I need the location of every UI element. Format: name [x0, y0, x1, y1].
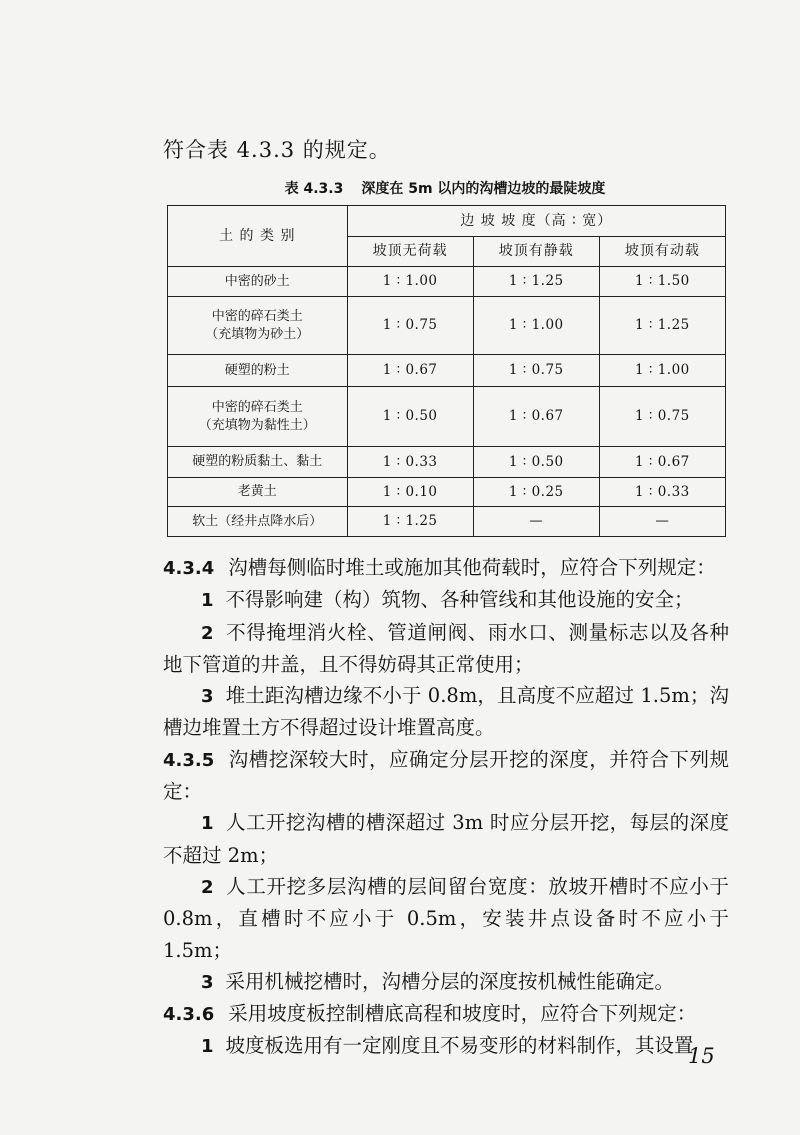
clause-text: 采用坡度板控制槽底高程和坡度时，应符合下列规定：	[228, 1002, 697, 1026]
list-item: 1 坡度板选用有一定刚度且不易变形的材料制作，其设置	[201, 1034, 694, 1058]
intro-text: 符合表 4.3.3 的规定。	[163, 138, 391, 162]
soil-cell: 硬塑的粉质黏土、黏土	[168, 447, 348, 478]
ratio-cell: 1 ∶ 0.50	[347, 387, 473, 447]
page-number: 15	[688, 1044, 715, 1068]
clause-number: 4.3.5	[163, 749, 215, 771]
table-row	[168, 267, 726, 297]
ratio-cell: 1 ∶ 1.25	[473, 267, 599, 297]
clause-number: 4.3.6	[163, 1004, 215, 1026]
table-title: 深度在 5m 以内的沟槽边坡的最陡坡度	[361, 181, 606, 197]
clause-4-3-6	[163, 998, 729, 1030]
list-item: 1 人工开挖沟槽的槽深超过 3m 时应分层开挖，每层的深度不超过 2m；	[163, 811, 729, 867]
soil-cell: 老黄土	[168, 478, 348, 507]
table-row	[168, 507, 726, 537]
ratio-cell: 1 ∶ 0.67	[473, 387, 599, 447]
table-row	[168, 478, 726, 507]
ratio-cell: 1 ∶ 1.25	[347, 507, 473, 537]
ratio-cell: —	[599, 507, 725, 537]
ratio-cell: 1 ∶ 0.75	[347, 297, 473, 355]
clause-4-3-5	[163, 744, 729, 808]
ratio-cell: 1 ∶ 0.75	[599, 387, 725, 447]
ratio-cell: 1 ∶ 1.00	[347, 267, 473, 297]
slope-table	[167, 205, 726, 537]
ratio-cell: 1 ∶ 0.50	[473, 447, 599, 478]
body-text	[163, 552, 729, 1063]
table-row	[168, 355, 726, 387]
header-col-static-load: 坡顶有静载	[473, 237, 599, 267]
clause-text: 沟槽每侧临时堆土或施加其他荷载时，应符合下列规定：	[228, 556, 716, 579]
ratio-cell: 1 ∶ 0.33	[599, 478, 725, 507]
soil-cell: 中密的碎石类土 （充填物为黏性土）	[168, 387, 348, 447]
header-col-no-load: 坡顶无荷载	[347, 237, 473, 267]
table-row	[168, 387, 726, 447]
ratio-cell: 1 ∶ 0.10	[347, 478, 473, 507]
clause-number: 4.3.4	[163, 558, 215, 579]
list-item: 3 堆土距沟槽边缘不小于 0.8m，且高度不应超过 1.5m；沟槽边堆置土方不得超过设计堆置高度。	[163, 684, 729, 740]
soil-cell: 中密的碎石类土 （充填物为砂土）	[168, 297, 348, 355]
ratio-cell: 1 ∶ 0.33	[347, 447, 473, 478]
ratio-cell: 1 ∶ 1.25	[599, 297, 725, 355]
list-item: 3 采用机械挖槽时，沟槽分层的深度按机械性能确定。	[201, 969, 675, 993]
ratio-cell: 1 ∶ 1.50	[599, 267, 725, 297]
ratio-cell: 1 ∶ 1.00	[599, 355, 725, 387]
table-row	[168, 447, 726, 478]
header-slope-ratio: 边 坡 坡 度（高 ∶ 宽）	[347, 206, 725, 237]
ratio-cell: 1 ∶ 0.67	[347, 355, 473, 387]
ratio-cell: 1 ∶ 1.00	[473, 297, 599, 355]
clause-4-3-4	[163, 552, 729, 584]
list-item: 2 人工开挖多层沟槽的层间留台宽度：放坡开槽时不应小于 0.8m，直槽时不应小于 0.5m，安装井点设备时不应小于 1.5m；	[163, 874, 729, 962]
ratio-cell: 1 ∶ 0.75	[473, 355, 599, 387]
list-item: 2 不得掩埋消火栓、管道闸阀、雨水口、测量标志以及各种地下管道的井盖，且不得妨碍其正常使用；	[163, 620, 729, 676]
header-soil-type: 土 的 类 别	[168, 206, 348, 267]
table-caption	[165, 178, 725, 198]
table-number: 表 4.3.3	[284, 181, 344, 197]
soil-cell: 软土（经井点降水后）	[168, 507, 348, 537]
ratio-cell: —	[473, 507, 599, 537]
ratio-cell: 1 ∶ 0.25	[473, 478, 599, 507]
table-row	[168, 297, 726, 355]
list-item: 1 不得影响建（构）筑物、各种管线和其他设施的安全；	[201, 588, 694, 612]
header-col-dynamic-load: 坡顶有动载	[599, 237, 725, 267]
ratio-cell: 1 ∶ 0.67	[599, 447, 725, 478]
soil-cell: 中密的砂土	[168, 267, 348, 297]
clause-text: 沟槽挖深较大时，应确定分层开挖的深度，并符合下列规定：	[163, 747, 729, 804]
soil-cell: 硬塑的粉土	[168, 355, 348, 387]
